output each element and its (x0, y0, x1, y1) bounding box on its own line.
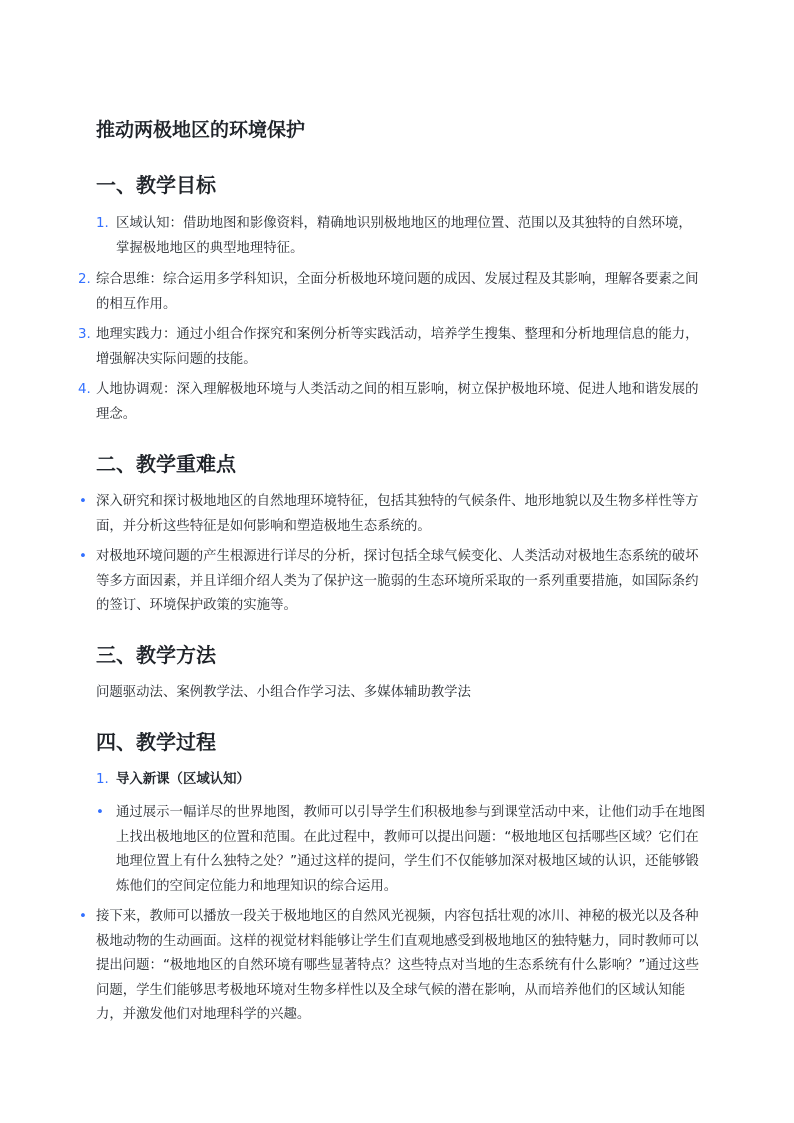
process-step-title: 导入新课（区域认知） (116, 772, 250, 787)
process-detail-item (78, 905, 700, 1028)
section-heading-process: 四、教学过程 (96, 730, 216, 754)
section-heading-objectives: 一、教学目标 (96, 173, 216, 197)
objective-item (96, 212, 700, 261)
section-heading-methods: 三、教学方法 (96, 643, 216, 667)
document-title: 推动两极地区的环境保护 (96, 119, 306, 141)
list-number: 1. (96, 772, 109, 787)
list-number: 2. (78, 272, 91, 287)
process-detail-item (96, 801, 706, 899)
list-number: 4. (78, 382, 91, 397)
objective-text: 区域认知：借助地图和影像资料，精确地识别极地地区的地理位置、范围以及其独特的自然环境，掌握极地地区的典型地理特征。 (116, 216, 692, 256)
process-detail-text: 通过展示一幅详尽的世界地图，教师可以引导学生们积极地参与到课堂活动中来，让他们动手在地图上找出极地地区的位置和范围。在此过程中，教师可以提出问题：“极地地区包括哪些区域？它们在地理位置上有什么独特之处？”通过这样的提问，学生们不仅能够加深对极地区域的认识，还能够锻炼他们的空间定位能力和地理知识的综合运用。 (116, 805, 706, 894)
key-point-text: 对极地环境问题的产生根源进行详尽的分析，探讨包括全球气候变化、人类活动对极地生态系统的破坏等多方面因素，并且详细介绍人类为了保护这一脆弱的生态环境所采取的一系列重要措施，如国际条约的签订、环境保护政策的实施等。 (96, 549, 699, 613)
objective-item (78, 378, 699, 427)
process-detail-text: 接下来，教师可以播放一段关于极地地区的自然风光视频，内容包括壮观的冰川、神秘的极光以及各种极地动物的生动画面。这样的视觉材料能够让学生们直观地感受到极地地区的独特魅力，同时教师可以提出问题：“极地地区的自然环境有哪些显著特点？这些特点对当地的生态系统有什么影响？”通过这些问题，学生们能够思考极地环境对生物多样性以及全球气候的潜在影响，从而培养他们的区域认知能力，并激发他们对地理科学的兴趣。 (96, 909, 700, 1022)
list-number: 3. (78, 327, 91, 342)
bullet-icon: • (79, 909, 87, 924)
objective-text: 综合思维：综合运用多学科知识，全面分析极地环境问题的成因、发展过程及其影响，理解各要素之间的相互作用。 (96, 272, 699, 312)
bullet-icon: • (79, 549, 87, 564)
key-point-item (78, 545, 699, 619)
methods-paragraph: 问题驱动法、案例教学法、小组合作学习法、多媒体辅助教学法 (96, 685, 471, 700)
key-point-text: 深入研究和探讨极地地区的自然地理环境特征，包括其独特的气候条件、地形地貌以及生物多样性等方面，并分析这些特征是如何影响和塑造极地生态系统的。 (96, 494, 699, 534)
objective-text: 人地协调观：深入理解极地环境与人类活动之间的相互影响，树立保护极地环境、促进人地和谐发展的理念。 (96, 382, 699, 422)
objective-item (78, 323, 699, 372)
bullet-icon: • (79, 494, 87, 509)
list-number: 1. (96, 216, 109, 231)
objective-text: 地理实践力：通过小组合作探究和案例分析等实践活动，培养学生搜集、整理和分析地理信息的能力，增强解决实际问题的技能。 (96, 327, 699, 367)
process-step-item (96, 768, 700, 793)
key-point-item (78, 490, 699, 539)
bullet-icon: • (96, 805, 104, 820)
objective-item (78, 268, 699, 317)
section-heading-key-points: 二、教学重难点 (96, 452, 236, 476)
